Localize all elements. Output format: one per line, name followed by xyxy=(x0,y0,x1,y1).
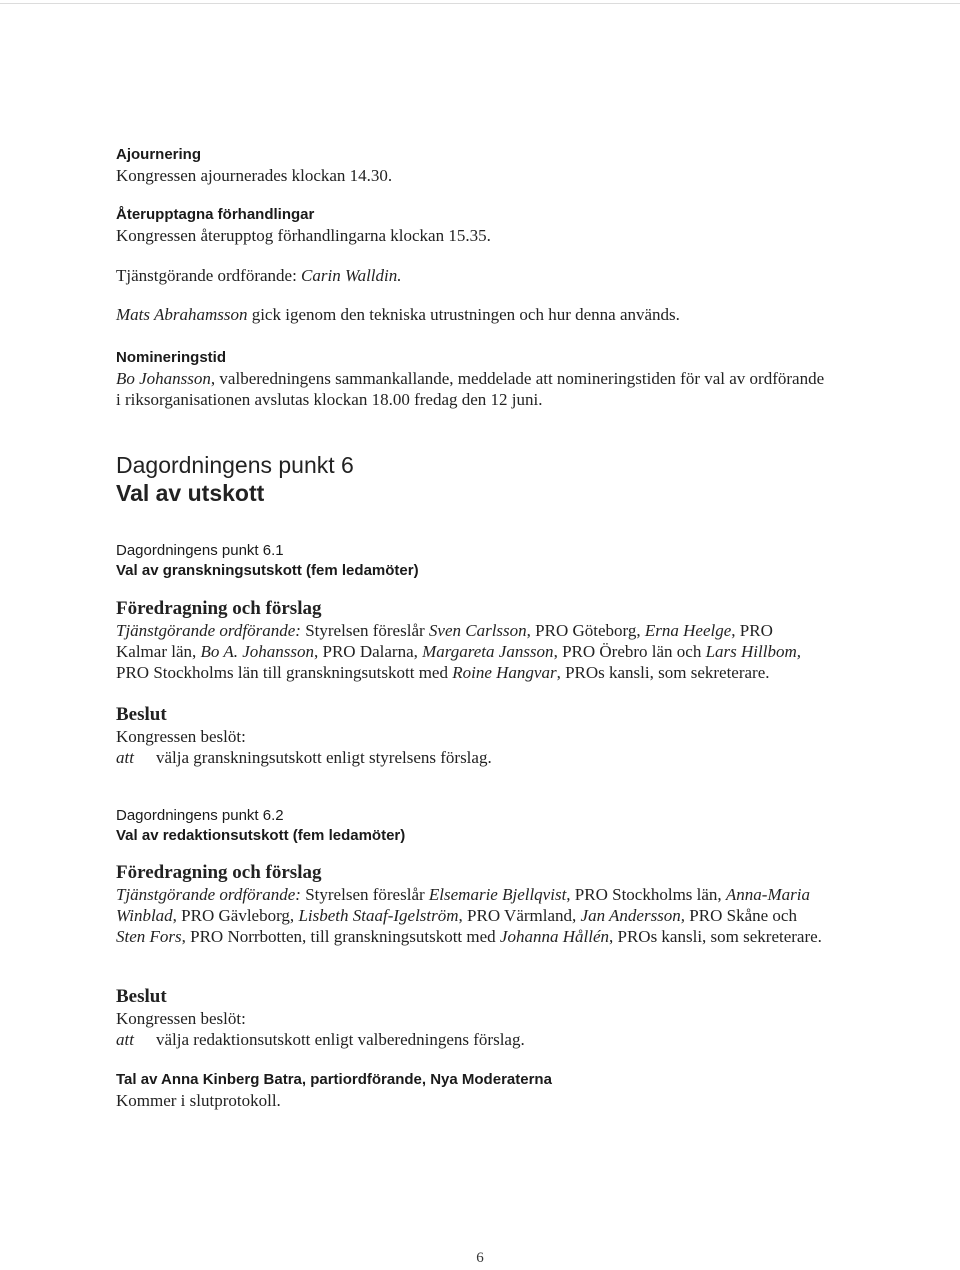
text-foredragning-6-2 xyxy=(116,884,826,947)
text-seg: , PRO Norrbotten, till granskningsutskott med xyxy=(181,927,500,946)
heading-foredragning-6-2: Föredragning och förslag xyxy=(116,862,322,883)
person-name: Anna-Maria Winblad xyxy=(116,885,810,925)
heading-beslut-6-1: Beslut xyxy=(116,704,167,725)
name-mats-abrahamsson: Mats Abrahamsson xyxy=(116,305,248,324)
heading-beslut-6-2: Beslut xyxy=(116,986,167,1007)
text-seg: , PRO Örebro län och xyxy=(553,642,706,661)
att-text-6-2: välja redaktionsutskott enligt valberedningens förslag. xyxy=(156,1030,525,1049)
att-word: att xyxy=(116,1030,134,1049)
text-seg: Styrelsen föreslår xyxy=(300,621,429,640)
person-name: Sten Fors xyxy=(116,927,182,946)
att-row-6-1 xyxy=(116,747,826,768)
foredragning-6-2 xyxy=(116,862,826,947)
section-ajournering xyxy=(116,145,826,186)
heading-tal: Tal av Anna Kinberg Batra, partiordförande, Nya Moderaterna xyxy=(116,1071,552,1088)
text-tal: Kommer i slutprotokoll. xyxy=(116,1091,281,1110)
text-ajournering: Kongressen ajournerades klockan 14.30. xyxy=(116,166,393,185)
att-row-6-2 xyxy=(116,1029,826,1050)
person-name: Erna Heelge xyxy=(644,621,732,640)
person-name: Lars Hillbom, xyxy=(705,642,802,661)
title-punkt-6: Dagordningens punkt 6 xyxy=(116,452,354,478)
text-aterupptagna: Kongressen återupptog förhandlingarna klockan 15.35. xyxy=(116,226,491,245)
foredragning-6-1 xyxy=(116,598,826,683)
heading-ajournering: Ajournering xyxy=(116,146,201,163)
line-tjanstgorande xyxy=(116,265,826,286)
section-punkt-6-2 xyxy=(116,806,826,846)
subtitle-punkt-6-1: Val av granskningsutskott (fem ledamöter) xyxy=(116,562,419,579)
text-nomineringstid xyxy=(116,368,826,410)
person-name: Jan Andersson, xyxy=(580,906,686,925)
text-seg: , PRO Gävleborg, xyxy=(172,906,299,925)
page-number: 6 xyxy=(476,1250,484,1266)
text-beslut-6-1: Kongressen beslöt: xyxy=(116,727,246,746)
beslut-6-1 xyxy=(116,704,826,768)
person-name: Elsemarie Bjellqvist xyxy=(428,885,567,904)
role-6-2: Tjänstgörande ordförande: xyxy=(116,885,301,904)
text-seg: PRO Stockholms län till granskningsutskott med xyxy=(116,663,453,682)
person-name: Johanna Hållén xyxy=(499,927,609,946)
subtitle-punkt-6-2: Val av redaktionsutskott (fem ledamöter) xyxy=(116,827,406,844)
text-mats-abrahamsson: gick igenom den tekniska utrustningen och hur denna används. xyxy=(247,305,680,324)
text-seg: , PRO Kalmar län, xyxy=(116,621,773,661)
text-beslut-6-2: Kongressen beslöt: xyxy=(116,1009,246,1028)
text-seg: , PRO Stockholms län, xyxy=(566,885,726,904)
text-seg: , PRO Göteborg, xyxy=(526,621,645,640)
section-aterupptagna xyxy=(116,205,826,246)
text-foredragning-6-1 xyxy=(116,620,826,683)
beslut-6-2 xyxy=(116,986,826,1050)
person-name: Margareta Jansson xyxy=(422,642,554,661)
section-punkt-6 xyxy=(116,451,826,507)
body-nomineringstid: , valberedningens sammankallande, meddelade att nomineringstiden för val av ordförande i riksorganisationen avslutas klockan 18.00 fredag den 12 juni. xyxy=(116,369,825,409)
title-punkt-6-1: Dagordningens punkt 6.1 xyxy=(116,542,284,559)
text-seg: , PRO Dalarna, xyxy=(314,642,423,661)
title-punkt-6-2: Dagordningens punkt 6.2 xyxy=(116,807,284,824)
label-tjanstgorande: Tjänstgörande ordförande: xyxy=(116,266,297,285)
att-text-6-1: välja granskningsutskott enligt styrelsens förslag. xyxy=(156,748,492,767)
heading-aterupptagna: Återupptagna förhandlingar xyxy=(116,206,315,223)
text-seg: , PROs kansli, som sekreterare. xyxy=(609,927,822,946)
section-punkt-6-1 xyxy=(116,541,826,581)
text-seg: , PRO Värmland, xyxy=(458,906,581,925)
top-border-line xyxy=(0,3,960,4)
name-tjanstgorande: Carin Walldin. xyxy=(301,266,402,285)
section-tal xyxy=(116,1070,826,1111)
person-name: Roine Hangvar xyxy=(452,663,557,682)
person-name: Sven Carlsson xyxy=(428,621,527,640)
heading-foredragning-6-1: Föredragning och förslag xyxy=(116,598,322,619)
line-mats-abrahamsson xyxy=(116,304,826,325)
text-seg: PRO Skåne och xyxy=(685,906,797,925)
text-seg: Styrelsen föreslår xyxy=(300,885,429,904)
heading-nomineringstid: Nomineringstid xyxy=(116,349,227,366)
att-word: att xyxy=(116,748,134,767)
subtitle-punkt-6: Val av utskott xyxy=(116,480,265,506)
person-name: Bo A. Johansson xyxy=(200,642,314,661)
name-bo-johansson: Bo Johansson xyxy=(116,369,211,388)
role-6-1: Tjänstgörande ordförande: xyxy=(116,621,301,640)
section-nomineringstid xyxy=(116,348,826,410)
text-seg: , PROs kansli, som sekreterare. xyxy=(556,663,770,682)
person-name: Lisbeth Staaf-Igelström xyxy=(298,906,459,925)
